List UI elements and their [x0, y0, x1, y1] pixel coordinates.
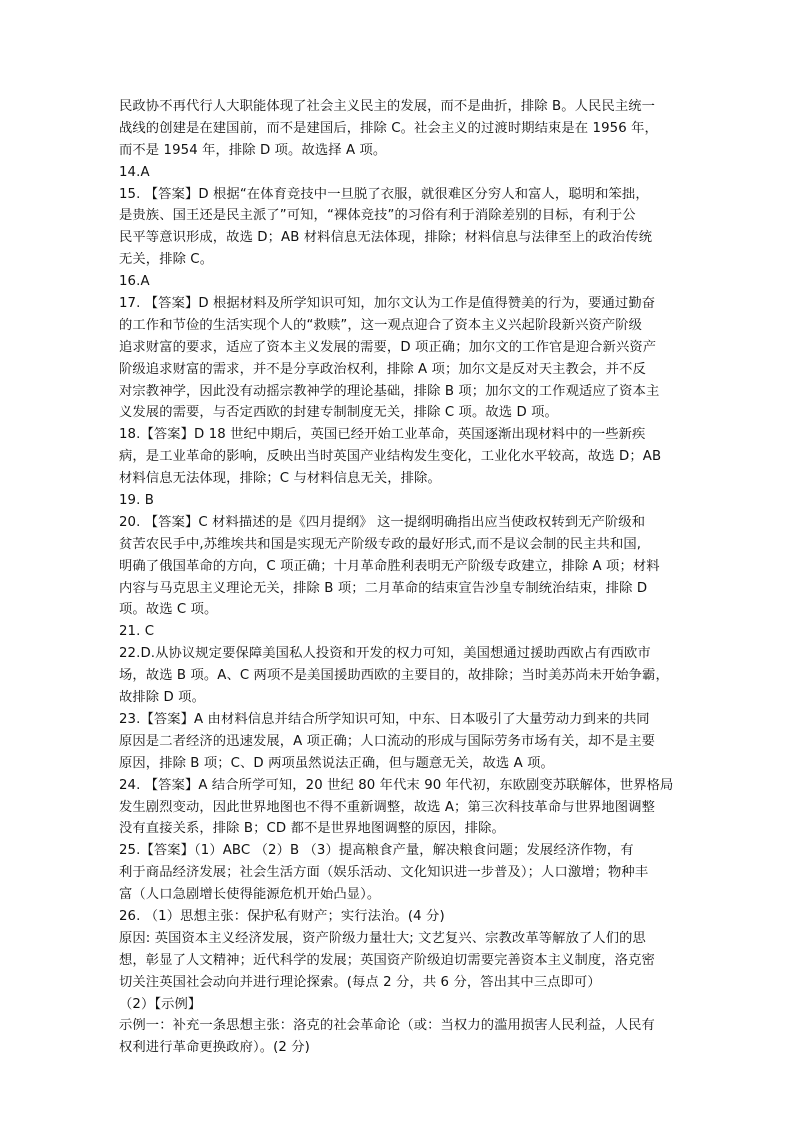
text-line: （2）【示例】: [119, 996, 202, 1012]
text-line: 战线的创建是在建国前，而不是建国后，排除 C。社会主义的过渡时期结束是在 1956 年，: [119, 120, 658, 136]
text-line: 26. （1）思想主张：保护私有财产；实行法治。(4 分): [119, 908, 445, 924]
text-line: 20. 【答案】C 材料描述的是《四月提纲》 这一提纲明确指出应当使政权转到无产阶级和: [119, 514, 646, 530]
text-line: 22.D.从协议规定要保障美国私人投资和开发的权力可知，美国想通过援助西欧占有西欧市: [119, 646, 651, 662]
text-line: 21. C: [119, 624, 155, 640]
text-line: 义发展的需要，与否定西欧的封建专制制度无关，排除 C 项。故选 D 项。: [119, 405, 558, 421]
text-line: 示例一：补充一条思想主张：洛克的社会革命论（或：当权力的滥用损害人民利益，人民有: [119, 1018, 655, 1034]
text-line: 追求财富的要求，适应了资本主义发展的需要，D 项正确；加尔文的工作官是迎合新兴资产: [119, 339, 657, 355]
text-line: 材料信息无法体现，排除；C 与材料信息无关，排除。: [119, 471, 441, 487]
text-line: 故排除 D 项。: [119, 690, 205, 706]
text-line: 发生剧烈变动，因此世界地图也不得不重新调整，故选 A；第三次科技革命与世界地图调整: [119, 799, 655, 815]
text-line: 病，是工业革命的影响，反映出当时英国产业结构发生变化，工业化水平较高，故选 D；AB: [119, 449, 662, 465]
text-line: 16.A: [119, 274, 150, 290]
text-line: 明确了俄国革命的方向，C 项正确；十月革命胜利表明无产阶级专政建立，排除 A 项；材料: [119, 558, 660, 574]
text-line: 的工作和节俭的生活实现个人的“救赎”，这一观点迎合了资本主义兴起阶段新兴资产阶级: [119, 317, 643, 333]
text-line: 17. 【答案】D 根据材料及所学知识可知，加尔文认为工作是值得赞美的行为，要通过勤奋: [119, 296, 656, 312]
text-line: 原因是二者经济的迅速发展，A 项正确；人口流动的形成与国际劳务市场有关，却不是主要: [119, 733, 655, 749]
text-line: 没有直接关系，排除 B；CD 都不是世界地图调整的原因，排除。: [119, 821, 505, 837]
text-line: 原因: 英国资本主义经济发展，资产阶级力量壮大; 文艺复兴、宗教改革等解放了人们的思: [119, 930, 646, 946]
text-line: 而不是 1954 年，排除 D 项。故选择 A 项。: [119, 142, 387, 158]
text-line: 利于商品经济发展；社会生活方面（娱乐活动、文化知识进一步普及）；人口激增；物种丰: [119, 865, 649, 881]
text-line: 权利进行革命更换政府）。(2 分): [119, 1040, 310, 1056]
text-line: 14.A: [119, 164, 150, 180]
text-line: 民政协不再代行人大职能体现了社会主义民主的发展，而不是曲折，排除 B。人民民主统一: [119, 99, 656, 114]
text-line: 内容与马克思主义理论无关，排除 B 项；二月革命的结束宣告沙皇专制统治结束，排除 D: [119, 580, 648, 596]
text-line: 对宗教神学，因此没有动摇宗教神学的理论基础，排除 B 项；加尔文的工作观适应了资本主: [119, 383, 660, 399]
text-line: 贫苦农民手中,苏维埃共和国是实现无产阶级专政的最好形式,而不是议会制的民主共和国,: [119, 536, 642, 552]
text-line: 项。故选 C 项。: [119, 602, 218, 618]
text-line: 无关，排除 C。: [119, 252, 214, 268]
text-line: 19. B: [119, 493, 154, 509]
text-line: 阶级追求财富的需求，并不是分享政治权利，排除 A 项；加尔文是反对天主教会，并不反: [119, 361, 646, 377]
text-line: 原因，排除 B 项；C、D 两项虽然说法正确，但与题意无关，故选 A 项。: [119, 755, 554, 771]
text-line: 富（人口急剧增长使得能源危机开始凸显）。: [119, 887, 381, 903]
answer-key-text: [119, 96, 679, 1059]
text-line: 民平等意识形成，故选 D；AB 材料信息无法体现，排除；材料信息与法律至上的政治传统: [119, 230, 653, 246]
text-line: 25.【答案】（1）ABC （2）B （3）提高粮食产量，解决粮食问题；发展经济作物，有: [119, 843, 634, 859]
text-line: 15. 【答案】D 根据“在体育竞技中一旦脱了衣服，就很难区分穷人和富人，聪明和笨拙，: [119, 186, 649, 202]
text-line: 23.【答案】A 由材料信息并结合所学知识可知，中东、日本吸引了大量劳动力到来的共同: [119, 711, 650, 727]
text-line: 场，故选 B 项。A、C 两项不是美国援助西欧的主要目的，故排除；当时美苏尚未开始争霸，: [119, 668, 669, 684]
text-line: 切关注英国社会动向并进行理论探索。(每点 2 分，共 6 分，答出其中三点即可）: [119, 974, 601, 990]
text-line: 18.【答案】D 18 世纪中期后，英国已经开始工业革命，英国逐渐出现材料中的一些新疾: [119, 427, 646, 443]
text-line: 24. 【答案】A 结合所学可知，20 世纪 80 年代末 90 年代初，东欧剧变苏联解体，世界格局: [119, 777, 674, 793]
text-line: 想，彰显了人文精神；近代科学的发展；英国资产阶级迫切需要完善资本主义制度，洛克密: [119, 952, 655, 968]
text-line: 是贵族、国王还是民主派了”可知，“裸体竞技”的习俗有利于消除差别的目标，有利于公: [119, 208, 636, 224]
